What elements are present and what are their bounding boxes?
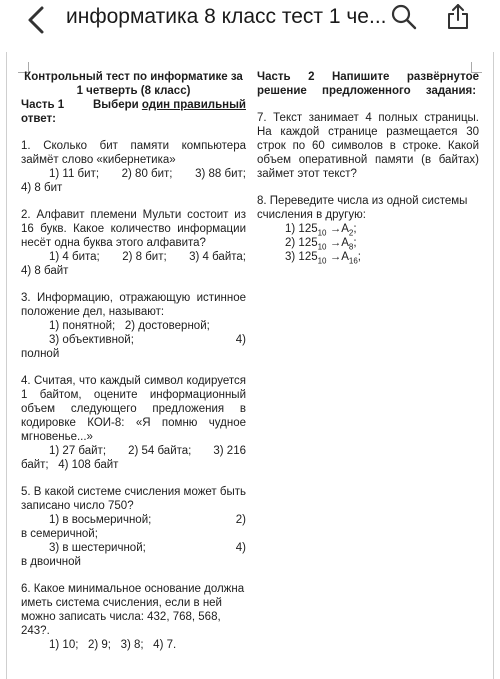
q5-answer-2: в семеричной; xyxy=(21,528,98,540)
part2-instructions: Часть 2 Напишите развёрнутое решение предложенного задания: xyxy=(257,71,479,97)
share-icon[interactable] xyxy=(445,1,471,31)
question-4-answers xyxy=(21,444,246,458)
search-icon[interactable] xyxy=(390,3,418,31)
q3-answer-1: 1) понятной; xyxy=(49,320,116,332)
question-3: 3. Информацию, отражающую истинное положение дел, называют: xyxy=(21,292,246,318)
q5-answer-3-row xyxy=(21,541,246,555)
q4-answer-3-cont: байт; xyxy=(21,459,49,471)
right-column xyxy=(257,70,479,264)
q4-answer-3: 3) 216 xyxy=(213,445,246,457)
q2-answer-1: 1) 4 бита; xyxy=(49,251,100,263)
question-2-answers xyxy=(21,250,246,264)
q3-answer-2: 2) достоверной; xyxy=(124,320,210,332)
question-6: 6. Какое минимальное основание должна иметь система счисления, если в ней можно записать числа: 432, 768, 568, 243?. xyxy=(21,583,245,637)
q4-answer-1: 1) 27 байт; xyxy=(49,445,107,457)
test-title-line1: Контрольный тест по информатике за xyxy=(24,71,243,83)
q3-answer-4-num: 4) xyxy=(235,334,246,346)
q5-answer-2-num: 2) xyxy=(235,514,246,526)
q5-answer-3: 3) в шестеричной; xyxy=(49,542,146,554)
q5-answer-4-num: 4) xyxy=(235,542,246,554)
question-6-answers: 1) 10; 2) 9; 3) 8; 4) 7. xyxy=(49,639,177,651)
question-1-answers xyxy=(21,167,246,181)
question-1: 1. Сколько бит памяти компьютера займёт слово «кибернетика» xyxy=(21,140,246,166)
q8-item-2: 2) $125_{10} \to A_8$; xyxy=(285,237,357,252)
q2-answer-4: 4) 8 байт xyxy=(21,265,69,277)
question-5: 5. В какой системе счисления может быть записано число 750? xyxy=(21,486,247,512)
test-title-line2: 1 четверть (8 класс) xyxy=(76,85,191,97)
question-8: 8. Переведите числа из одной системы счисления в другую: xyxy=(257,195,468,221)
q8-item-1: 1) $125_{10} \to A_2$; xyxy=(285,223,357,238)
page-edge-left xyxy=(6,52,7,679)
q3-answer-4: полной xyxy=(21,348,60,360)
question-4: 4. Считая, что каждый символ кодируется 1 байтом, оцените информационный объем следующего предложения в кодировке КОИ-8: «Я помню чудное мгновенье...» xyxy=(21,375,246,443)
part1-instr-underlined: один правильный xyxy=(141,99,246,111)
q8-item-3: 3) $125_{10} \to A_{16}$; xyxy=(285,251,361,266)
document-page xyxy=(6,52,494,679)
q5-answer-1-row xyxy=(21,513,246,527)
q1-answer-3: 3) 88 бит; xyxy=(195,168,246,180)
document-title: информатика 8 класс тест 1 че... xyxy=(66,5,387,28)
back-chevron-icon[interactable] xyxy=(22,4,50,36)
q3-answer-3: 3) объективной; xyxy=(49,334,134,346)
q1-answer-4: 4) 8 бит xyxy=(21,182,63,194)
q1-answer-1: 1) 11 бит; xyxy=(49,168,100,180)
app-header xyxy=(0,0,500,44)
left-column xyxy=(21,70,246,652)
q3-answer-3-row xyxy=(21,333,246,347)
q2-answer-2: 2) 8 бит; xyxy=(122,251,167,263)
q5-answer-1: 1) в восьмеричной; xyxy=(49,514,152,526)
q4-answer-4: 4) 108 байт xyxy=(58,459,119,471)
question-2: 2. Алфавит племени Мульти состоит из 16 букв. Какое количество информации несёт одна буква этого алфавита? xyxy=(21,209,246,249)
part1-label: Часть 1 xyxy=(21,99,65,111)
part1-instr-post: ответ: xyxy=(21,113,56,125)
page-edge-right xyxy=(493,52,494,679)
q5-answer-4: в двоичной xyxy=(21,556,81,568)
part1-instr-pre: Выбери xyxy=(92,99,142,111)
part1-instructions xyxy=(21,98,246,112)
q2-answer-3: 3) 4 байта; xyxy=(189,251,246,263)
q4-answer-2: 2) 54 байта; xyxy=(128,445,192,457)
question-7: 7. Текст занимает 4 полных страницы. На каждой странице размещается 30 строк по 60 символов в строке. Какой объем оперативной памяти (в байтах) займет этот текст? xyxy=(257,112,479,180)
q4-answer-3-4 xyxy=(21,458,246,472)
q3-answer-1-2 xyxy=(21,319,246,333)
q1-answer-2: 2) 80 бит; xyxy=(121,168,173,180)
